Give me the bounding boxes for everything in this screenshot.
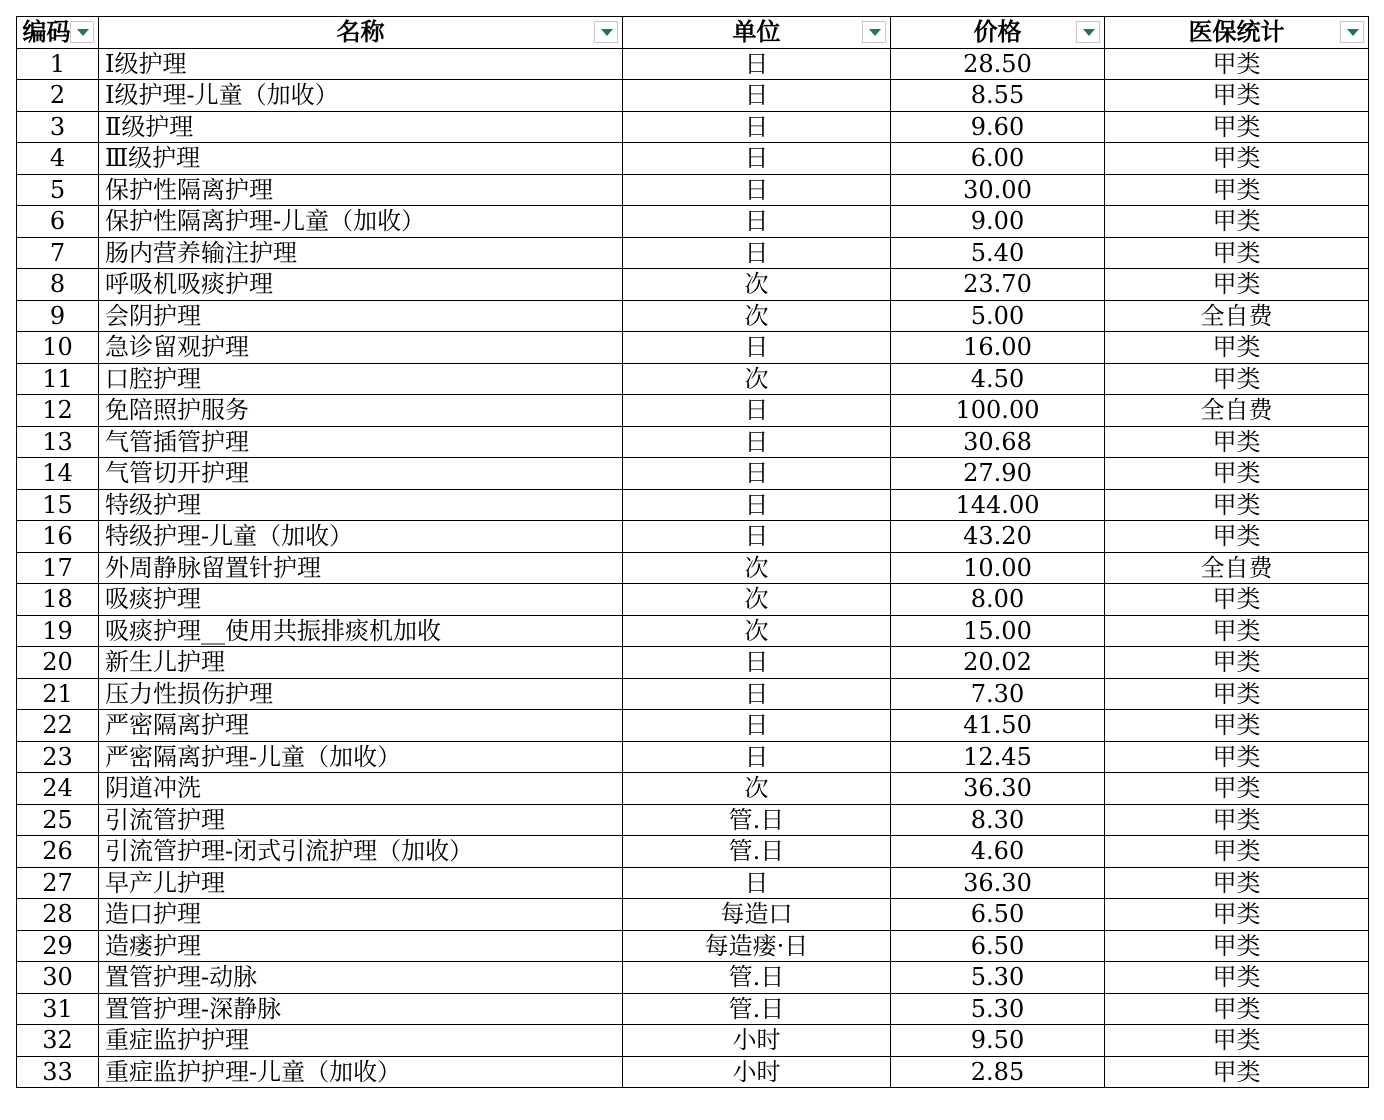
cell-name[interactable]: Ⅰ级护理-儿童（加收） <box>99 80 623 112</box>
table-row <box>17 363 1369 395</box>
cell-num[interactable]: 22 <box>17 710 99 742</box>
table-row <box>17 395 1369 427</box>
cell-unit[interactable]: 日 <box>623 332 891 364</box>
cell-unit[interactable]: 日 <box>623 458 891 490</box>
table-row <box>17 993 1369 1025</box>
cell-insurance[interactable]: 甲类 <box>1105 426 1369 458</box>
cell-name[interactable]: 新生儿护理 <box>99 647 623 679</box>
cell-num[interactable]: 3 <box>17 111 99 143</box>
cell-num[interactable]: 8 <box>17 269 99 301</box>
table-row <box>17 300 1369 332</box>
cell-insurance[interactable]: 甲类 <box>1105 143 1369 175</box>
cell-unit[interactable]: 日 <box>623 741 891 773</box>
cell-name[interactable]: 阴道冲洗 <box>99 773 623 805</box>
cell-num[interactable]: 5 <box>17 174 99 206</box>
cell-unit[interactable]: 管.日 <box>623 962 891 994</box>
header-label: 名称 <box>336 17 385 47</box>
cell-insurance[interactable]: 甲类 <box>1105 1056 1369 1088</box>
table-row <box>17 332 1369 364</box>
cell-price[interactable]: 100.00 <box>891 395 1105 427</box>
cell-name[interactable]: 会阴护理 <box>99 300 623 332</box>
cell-num[interactable]: 20 <box>17 647 99 679</box>
cell-price[interactable]: 4.60 <box>891 836 1105 868</box>
cell-name[interactable]: 吸痰护理__使用共振排痰机加收 <box>99 615 623 647</box>
cell-price[interactable]: 15.00 <box>891 615 1105 647</box>
cell-num[interactable]: 23 <box>17 741 99 773</box>
cell-insurance[interactable]: 甲类 <box>1105 678 1369 710</box>
cell-insurance[interactable]: 全自费 <box>1105 300 1369 332</box>
header-label: 医保统计 <box>1188 17 1285 47</box>
table-row <box>17 647 1369 679</box>
cell-name[interactable]: 外周静脉留置针护理 <box>99 552 623 584</box>
cell-name[interactable]: Ⅰ级护理 <box>99 48 623 80</box>
cell-price[interactable]: 9.00 <box>891 206 1105 238</box>
cell-unit[interactable]: 日 <box>623 395 891 427</box>
cell-num[interactable]: 14 <box>17 458 99 490</box>
cell-insurance[interactable]: 甲类 <box>1105 1025 1369 1057</box>
cell-insurance[interactable]: 甲类 <box>1105 930 1369 962</box>
cell-price[interactable]: 28.50 <box>891 48 1105 80</box>
filter-dropdown-icon[interactable] <box>1340 21 1364 43</box>
cell-num[interactable]: 29 <box>17 930 99 962</box>
table-row <box>17 1056 1369 1088</box>
cell-price[interactable]: 6.50 <box>891 930 1105 962</box>
cell-price[interactable]: 36.30 <box>891 867 1105 899</box>
cell-price[interactable]: 16.00 <box>891 332 1105 364</box>
table-row <box>17 174 1369 206</box>
filter-dropdown-icon[interactable] <box>70 21 94 43</box>
table-row <box>17 930 1369 962</box>
cell-name[interactable]: 保护性隔离护理 <box>99 174 623 206</box>
cell-name[interactable]: 重症监护护理-儿童（加收） <box>99 1056 623 1088</box>
cell-name[interactable]: 气管切开护理 <box>99 458 623 490</box>
cell-name[interactable]: 严密隔离护理-儿童（加收） <box>99 741 623 773</box>
cell-insurance[interactable]: 甲类 <box>1105 48 1369 80</box>
cell-num[interactable]: 30 <box>17 962 99 994</box>
table-row <box>17 678 1369 710</box>
cell-price[interactable]: 7.30 <box>891 678 1105 710</box>
cell-unit[interactable]: 小时 <box>623 1025 891 1057</box>
cell-num[interactable]: 15 <box>17 489 99 521</box>
cell-name[interactable]: 呼吸机吸痰护理 <box>99 269 623 301</box>
header-label: 价格 <box>973 17 1022 47</box>
header-name <box>99 17 623 49</box>
cell-insurance[interactable]: 甲类 <box>1105 773 1369 805</box>
filter-dropdown-icon[interactable] <box>1076 21 1100 43</box>
cell-unit[interactable]: 次 <box>623 773 891 805</box>
header-label: 单位 <box>732 17 781 47</box>
table-row <box>17 584 1369 616</box>
cell-name[interactable]: 口腔护理 <box>99 363 623 395</box>
cell-insurance[interactable]: 甲类 <box>1105 804 1369 836</box>
cell-num[interactable]: 9 <box>17 300 99 332</box>
cell-num[interactable]: 11 <box>17 363 99 395</box>
cell-unit[interactable]: 管.日 <box>623 993 891 1025</box>
cell-insurance[interactable]: 甲类 <box>1105 458 1369 490</box>
cell-insurance[interactable]: 甲类 <box>1105 237 1369 269</box>
cell-price[interactable]: 6.00 <box>891 143 1105 175</box>
cell-name[interactable]: Ⅲ级护理 <box>99 143 623 175</box>
table-row <box>17 962 1369 994</box>
cell-unit[interactable]: 日 <box>623 521 891 553</box>
cell-num[interactable]: 1 <box>17 48 99 80</box>
header-insurance <box>1105 17 1369 49</box>
table-row <box>17 111 1369 143</box>
table-body <box>17 48 1369 1088</box>
table-row <box>17 521 1369 553</box>
table-row <box>17 206 1369 238</box>
table-row <box>17 489 1369 521</box>
cell-insurance[interactable]: 甲类 <box>1105 962 1369 994</box>
cell-num[interactable]: 13 <box>17 426 99 458</box>
cell-name[interactable]: 吸痰护理 <box>99 584 623 616</box>
cell-insurance[interactable]: 甲类 <box>1105 647 1369 679</box>
cell-name[interactable]: 早产儿护理 <box>99 867 623 899</box>
filter-dropdown-icon[interactable] <box>862 21 886 43</box>
cell-name[interactable]: 造口护理 <box>99 899 623 931</box>
cell-num[interactable]: 24 <box>17 773 99 805</box>
cell-insurance[interactable]: 甲类 <box>1105 80 1369 112</box>
cell-insurance[interactable]: 甲类 <box>1105 615 1369 647</box>
cell-unit[interactable]: 管.日 <box>623 836 891 868</box>
cell-unit[interactable]: 日 <box>623 237 891 269</box>
cell-price[interactable]: 30.00 <box>891 174 1105 206</box>
cell-unit[interactable]: 日 <box>623 174 891 206</box>
table-row <box>17 48 1369 80</box>
cell-insurance[interactable]: 甲类 <box>1105 206 1369 238</box>
cell-num[interactable]: 2 <box>17 80 99 112</box>
table-row <box>17 458 1369 490</box>
cell-unit[interactable]: 次 <box>623 363 891 395</box>
cell-unit[interactable]: 日 <box>623 48 891 80</box>
cell-price[interactable]: 5.30 <box>891 993 1105 1025</box>
cell-name[interactable]: 肠内营养输注护理 <box>99 237 623 269</box>
cell-num[interactable]: 17 <box>17 552 99 584</box>
cell-price[interactable]: 8.55 <box>891 80 1105 112</box>
table-row <box>17 899 1369 931</box>
cell-insurance[interactable]: 甲类 <box>1105 489 1369 521</box>
cell-price[interactable]: 20.02 <box>891 647 1105 679</box>
table-row <box>17 836 1369 868</box>
cell-insurance[interactable]: 甲类 <box>1105 867 1369 899</box>
cell-insurance[interactable]: 甲类 <box>1105 836 1369 868</box>
cell-price[interactable]: 4.50 <box>891 363 1105 395</box>
cell-name[interactable]: 气管插管护理 <box>99 426 623 458</box>
filter-dropdown-icon[interactable] <box>594 21 618 43</box>
table-row <box>17 237 1369 269</box>
cell-num[interactable]: 28 <box>17 899 99 931</box>
cell-unit[interactable]: 管.日 <box>623 804 891 836</box>
cell-unit[interactable]: 小时 <box>623 1056 891 1088</box>
cell-insurance[interactable]: 全自费 <box>1105 552 1369 584</box>
cell-num[interactable]: 25 <box>17 804 99 836</box>
cell-unit[interactable]: 日 <box>623 489 891 521</box>
header-label: 编码 <box>22 17 71 47</box>
cell-unit[interactable]: 次 <box>623 300 891 332</box>
cell-num[interactable]: 33 <box>17 1056 99 1088</box>
table-row <box>17 710 1369 742</box>
cell-name[interactable]: Ⅱ级护理 <box>99 111 623 143</box>
cell-num[interactable]: 27 <box>17 867 99 899</box>
header-row <box>17 17 1369 49</box>
table-row <box>17 552 1369 584</box>
cell-price[interactable]: 12.45 <box>891 741 1105 773</box>
cell-price[interactable]: 5.40 <box>891 237 1105 269</box>
cell-unit[interactable]: 每造口 <box>623 899 891 931</box>
cell-unit[interactable]: 次 <box>623 584 891 616</box>
table-row <box>17 804 1369 836</box>
cell-name[interactable]: 免陪照护服务 <box>99 395 623 427</box>
price-table <box>16 16 1369 1088</box>
cell-price[interactable]: 144.00 <box>891 489 1105 521</box>
cell-name[interactable]: 特级护理 <box>99 489 623 521</box>
table-row <box>17 741 1369 773</box>
cell-unit[interactable]: 日 <box>623 678 891 710</box>
cell-unit[interactable]: 日 <box>623 647 891 679</box>
cell-price[interactable]: 6.50 <box>891 899 1105 931</box>
cell-insurance[interactable]: 甲类 <box>1105 363 1369 395</box>
cell-price[interactable]: 43.20 <box>891 521 1105 553</box>
cell-unit[interactable]: 日 <box>623 143 891 175</box>
cell-price[interactable]: 30.68 <box>891 426 1105 458</box>
table-row <box>17 1025 1369 1057</box>
cell-num[interactable]: 18 <box>17 584 99 616</box>
table-row <box>17 143 1369 175</box>
cell-num[interactable]: 7 <box>17 237 99 269</box>
cell-insurance[interactable]: 甲类 <box>1105 710 1369 742</box>
cell-price[interactable]: 2.85 <box>891 1056 1105 1088</box>
cell-unit[interactable]: 次 <box>623 552 891 584</box>
cell-num[interactable]: 4 <box>17 143 99 175</box>
cell-price[interactable]: 5.30 <box>891 962 1105 994</box>
header-num <box>17 17 99 49</box>
cell-unit[interactable]: 每造瘘·日 <box>623 930 891 962</box>
cell-insurance[interactable]: 甲类 <box>1105 741 1369 773</box>
cell-price[interactable]: 8.30 <box>891 804 1105 836</box>
cell-price[interactable]: 8.00 <box>891 584 1105 616</box>
cell-price[interactable]: 9.60 <box>891 111 1105 143</box>
table-row <box>17 773 1369 805</box>
cell-num[interactable]: 12 <box>17 395 99 427</box>
cell-name[interactable]: 压力性损伤护理 <box>99 678 623 710</box>
cell-price[interactable]: 23.70 <box>891 269 1105 301</box>
cell-insurance[interactable]: 甲类 <box>1105 174 1369 206</box>
cell-unit[interactable]: 日 <box>623 426 891 458</box>
cell-num[interactable]: 6 <box>17 206 99 238</box>
cell-unit[interactable]: 日 <box>623 710 891 742</box>
cell-num[interactable]: 10 <box>17 332 99 364</box>
cell-price[interactable]: 9.50 <box>891 1025 1105 1057</box>
table-row <box>17 867 1369 899</box>
cell-insurance[interactable]: 甲类 <box>1105 111 1369 143</box>
table-row <box>17 269 1369 301</box>
cell-price[interactable]: 36.30 <box>891 773 1105 805</box>
cell-name[interactable]: 置管护理-深静脉 <box>99 993 623 1025</box>
cell-num[interactable]: 21 <box>17 678 99 710</box>
table-row <box>17 426 1369 458</box>
cell-num[interactable]: 19 <box>17 615 99 647</box>
cell-unit[interactable]: 日 <box>623 111 891 143</box>
cell-name[interactable]: 造瘘护理 <box>99 930 623 962</box>
cell-name[interactable]: 引流管护理-闭式引流护理（加收） <box>99 836 623 868</box>
cell-name[interactable]: 特级护理-儿童（加收） <box>99 521 623 553</box>
cell-unit[interactable]: 日 <box>623 80 891 112</box>
cell-num[interactable]: 31 <box>17 993 99 1025</box>
cell-price[interactable]: 10.00 <box>891 552 1105 584</box>
cell-insurance[interactable]: 甲类 <box>1105 332 1369 364</box>
cell-insurance[interactable]: 甲类 <box>1105 899 1369 931</box>
cell-name[interactable]: 保护性隔离护理-儿童（加收） <box>99 206 623 238</box>
cell-insurance[interactable]: 甲类 <box>1105 993 1369 1025</box>
cell-unit[interactable]: 次 <box>623 269 891 301</box>
cell-num[interactable]: 32 <box>17 1025 99 1057</box>
cell-name[interactable]: 严密隔离护理 <box>99 710 623 742</box>
header-price <box>891 17 1105 49</box>
cell-insurance[interactable]: 甲类 <box>1105 521 1369 553</box>
cell-num[interactable]: 26 <box>17 836 99 868</box>
cell-price[interactable]: 5.00 <box>891 300 1105 332</box>
cell-unit[interactable]: 日 <box>623 206 891 238</box>
cell-name[interactable]: 置管护理-动脉 <box>99 962 623 994</box>
cell-num[interactable]: 16 <box>17 521 99 553</box>
table-row <box>17 80 1369 112</box>
cell-insurance[interactable]: 甲类 <box>1105 584 1369 616</box>
table-row <box>17 615 1369 647</box>
cell-name[interactable]: 引流管护理 <box>99 804 623 836</box>
cell-price[interactable]: 27.90 <box>891 458 1105 490</box>
cell-unit[interactable]: 日 <box>623 867 891 899</box>
cell-insurance[interactable]: 全自费 <box>1105 395 1369 427</box>
cell-price[interactable]: 41.50 <box>891 710 1105 742</box>
cell-name[interactable]: 重症监护护理 <box>99 1025 623 1057</box>
cell-insurance[interactable]: 甲类 <box>1105 269 1369 301</box>
header-unit <box>623 17 891 49</box>
cell-name[interactable]: 急诊留观护理 <box>99 332 623 364</box>
cell-unit[interactable]: 次 <box>623 615 891 647</box>
